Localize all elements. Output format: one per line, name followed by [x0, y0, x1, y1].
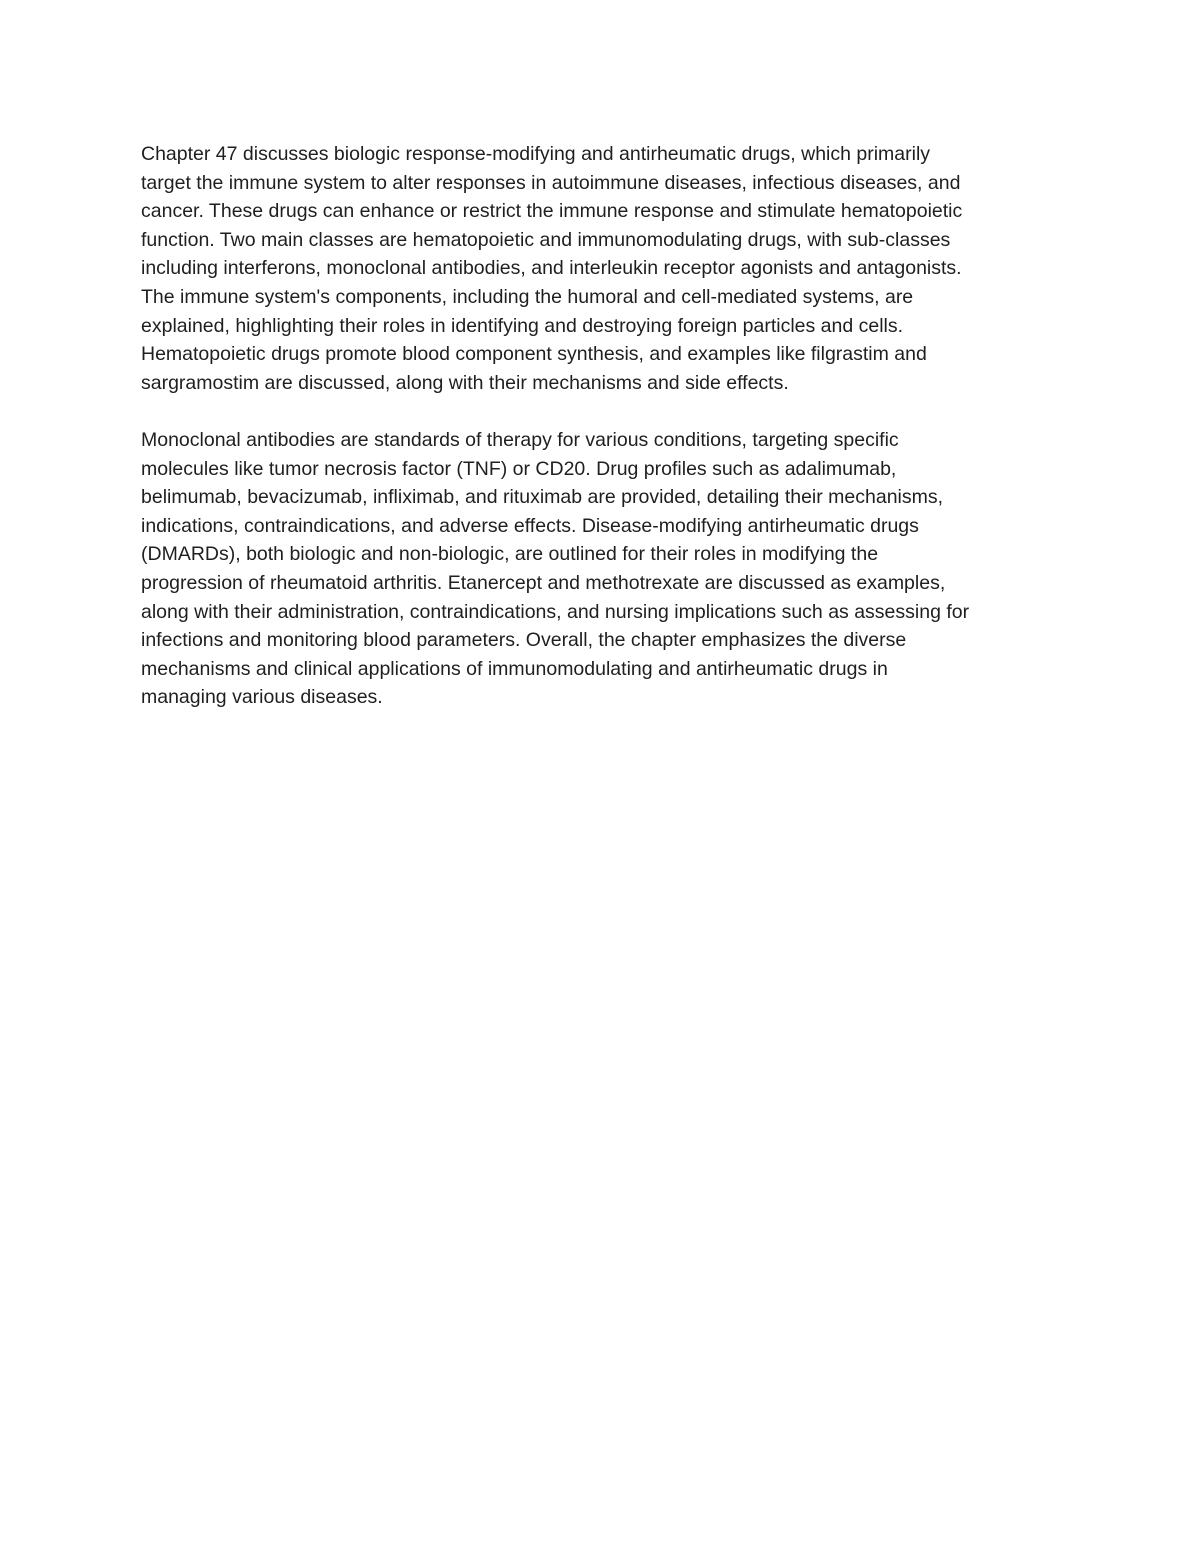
- paragraph-line: Monoclonal antibodies are standards of therapy for various conditions, targeting specific: [141, 428, 899, 451]
- document-body: [141, 140, 1066, 712]
- paragraph-line: explained, highlighting their roles in identifying and destroying foreign particles and cells.: [141, 314, 904, 337]
- paragraph-line: cancer. These drugs can enhance or restrict the immune response and stimulate hematopoietic: [141, 200, 963, 223]
- paragraph-line: infections and monitoring blood parameters. Overall, the chapter emphasizes the diverse: [141, 629, 907, 652]
- paragraph-line: along with their administration, contraindications, and nursing implications such as assessing for: [141, 600, 970, 623]
- paragraph-line: including interferons, monoclonal antibodies, and interleukin receptor agonists and antagonists.: [141, 257, 962, 280]
- paragraph-line: indications, contraindications, and adverse effects. Disease-modifying antirheumatic drugs: [141, 514, 919, 537]
- paragraph-line: function. Two main classes are hematopoietic and immunomodulating drugs, with sub-classes: [141, 228, 951, 251]
- paragraph-line: (DMARDs), both biologic and non-biologic, are outlined for their roles in modifying the: [141, 543, 879, 566]
- paragraph-line: The immune system's components, including the humoral and cell-mediated systems, are: [141, 285, 914, 308]
- paragraph-line: managing various diseases.: [141, 686, 383, 709]
- paragraph-line: molecules like tumor necrosis factor (TNF) or CD20. Drug profiles such as adalimumab,: [141, 457, 897, 480]
- paragraph-1: [141, 140, 1066, 397]
- paragraph-line: belimumab, bevacizumab, infliximab, and rituximab are provided, detailing their mechanisms,: [141, 486, 944, 509]
- paragraph-spacer: [141, 397, 1066, 426]
- paragraph-line: Hematopoietic drugs promote blood component synthesis, and examples like filgrastim and: [141, 343, 927, 366]
- paragraph-line: mechanisms and clinical applications of immunomodulating and antirheumatic drugs in: [141, 657, 888, 680]
- paragraph-2: [141, 426, 1066, 712]
- paragraph-line: target the immune system to alter responses in autoimmune diseases, infectious diseases, and: [141, 171, 961, 194]
- paragraph-line: sargramostim are discussed, along with their mechanisms and side effects.: [141, 371, 789, 394]
- paragraph-line: progression of rheumatoid arthritis. Etanercept and methotrexate are discussed as examples,: [141, 571, 946, 594]
- paragraph-line: Chapter 47 discusses biologic response-modifying and antirheumatic drugs, which primarily: [141, 143, 931, 165]
